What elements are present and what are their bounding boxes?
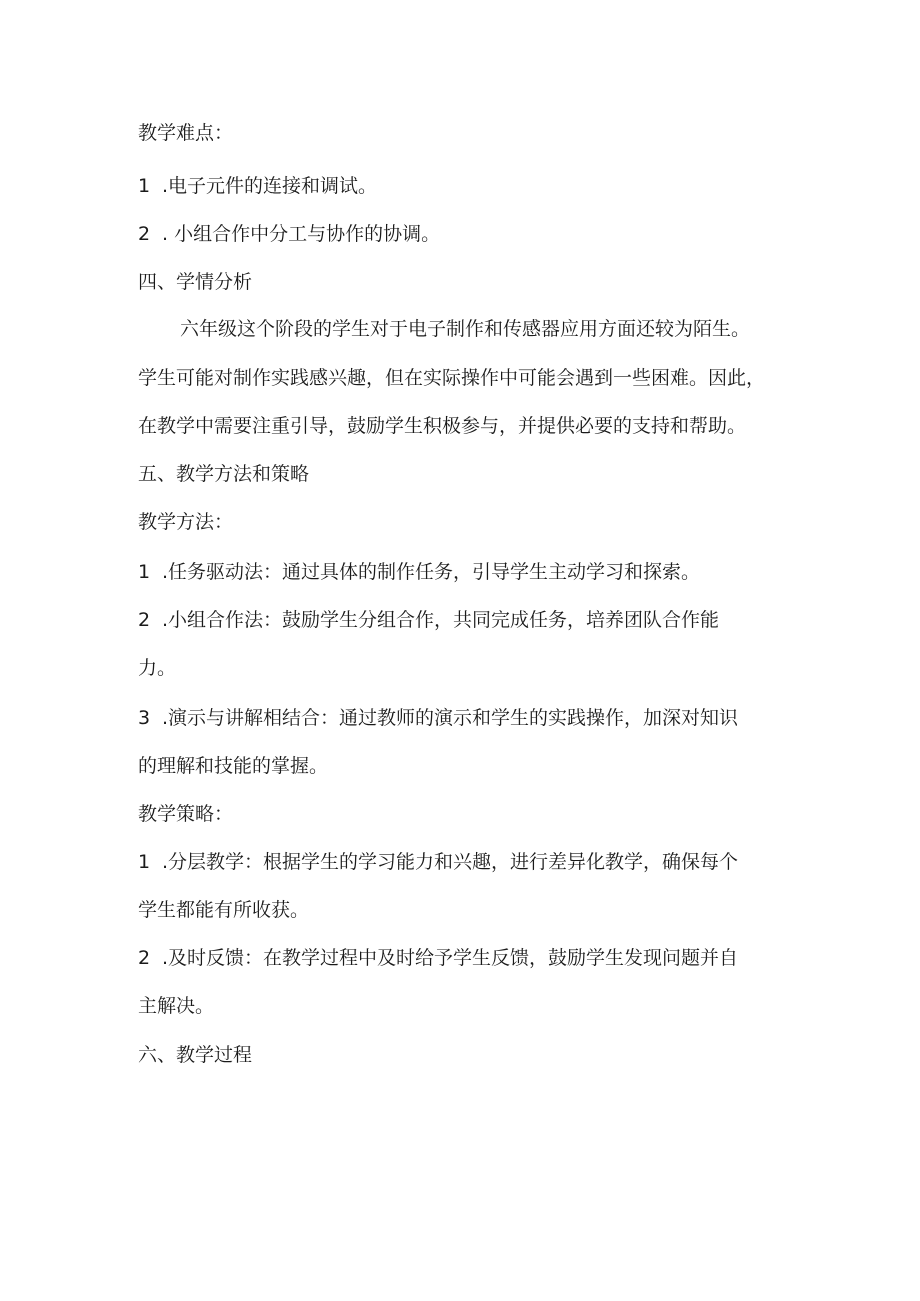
item-number: 1 (138, 561, 151, 583)
item-text: .小组合作法：鼓励学生分组合作，共同完成任务，培养团队合作能 (162, 609, 720, 631)
section-4-para-line-2: 学生可能对制作实践感兴趣，但在实际操作中可能会遇到一些困难。因此， (138, 367, 766, 389)
method-item-2-continuation: 力。 (138, 657, 177, 679)
section-4-heading: 四、学情分析 (138, 271, 253, 293)
item-text: .分层教学：根据学生的学习能力和兴趣，进行差异化教学，确保每个 (162, 851, 739, 873)
section-5-heading: 五、教学方法和策略 (138, 463, 310, 485)
difficulty-item-2 (138, 222, 440, 246)
strategy-item-2-continuation: 主解决。 (138, 995, 215, 1017)
section-6-heading: 六、教学过程 (138, 1044, 253, 1066)
methods-heading: 教学方法： (138, 511, 234, 533)
item-text: .任务驱动法：通过具体的制作任务，引导学生主动学习和探索。 (162, 561, 701, 583)
section-4-para-line-1: 六年级这个阶段的学生对于电子制作和传感器应用方面还较为陌生。 (180, 318, 751, 340)
item-number: 1 (138, 851, 151, 873)
difficulty-heading: 教学难点： (138, 122, 234, 144)
item-number: 2 (138, 947, 151, 969)
item-text: .及时反馈：在教学过程中及时给予学生反馈，鼓励学生发现问题并自 (162, 947, 739, 969)
item-text: .演示与讲解相结合：通过教师的演示和学生的实践操作，加深对知识 (162, 707, 739, 729)
item-number: 2 (138, 223, 151, 245)
strategy-item-1 (138, 850, 738, 874)
strategy-item-1-continuation: 学生都能有所收获。 (138, 899, 310, 921)
method-item-1 (138, 560, 700, 584)
item-number: 2 (138, 609, 151, 631)
method-item-3-continuation: 的理解和技能的掌握。 (138, 755, 329, 777)
item-text: .电子元件的连接和调试。 (162, 175, 378, 197)
item-number: 1 (138, 175, 151, 197)
item-number: 3 (138, 707, 151, 729)
difficulty-item-1 (138, 174, 377, 198)
item-text: . 小组合作中分工与协作的协调。 (162, 223, 441, 245)
strategies-heading: 教学策略： (138, 803, 234, 825)
section-4-para-line-3: 在教学中需要注重引导，鼓励学生积极参与，并提供必要的支持和帮助。 (138, 415, 747, 437)
method-item-3 (138, 706, 738, 730)
method-item-2 (138, 608, 719, 632)
strategy-item-2 (138, 946, 738, 970)
